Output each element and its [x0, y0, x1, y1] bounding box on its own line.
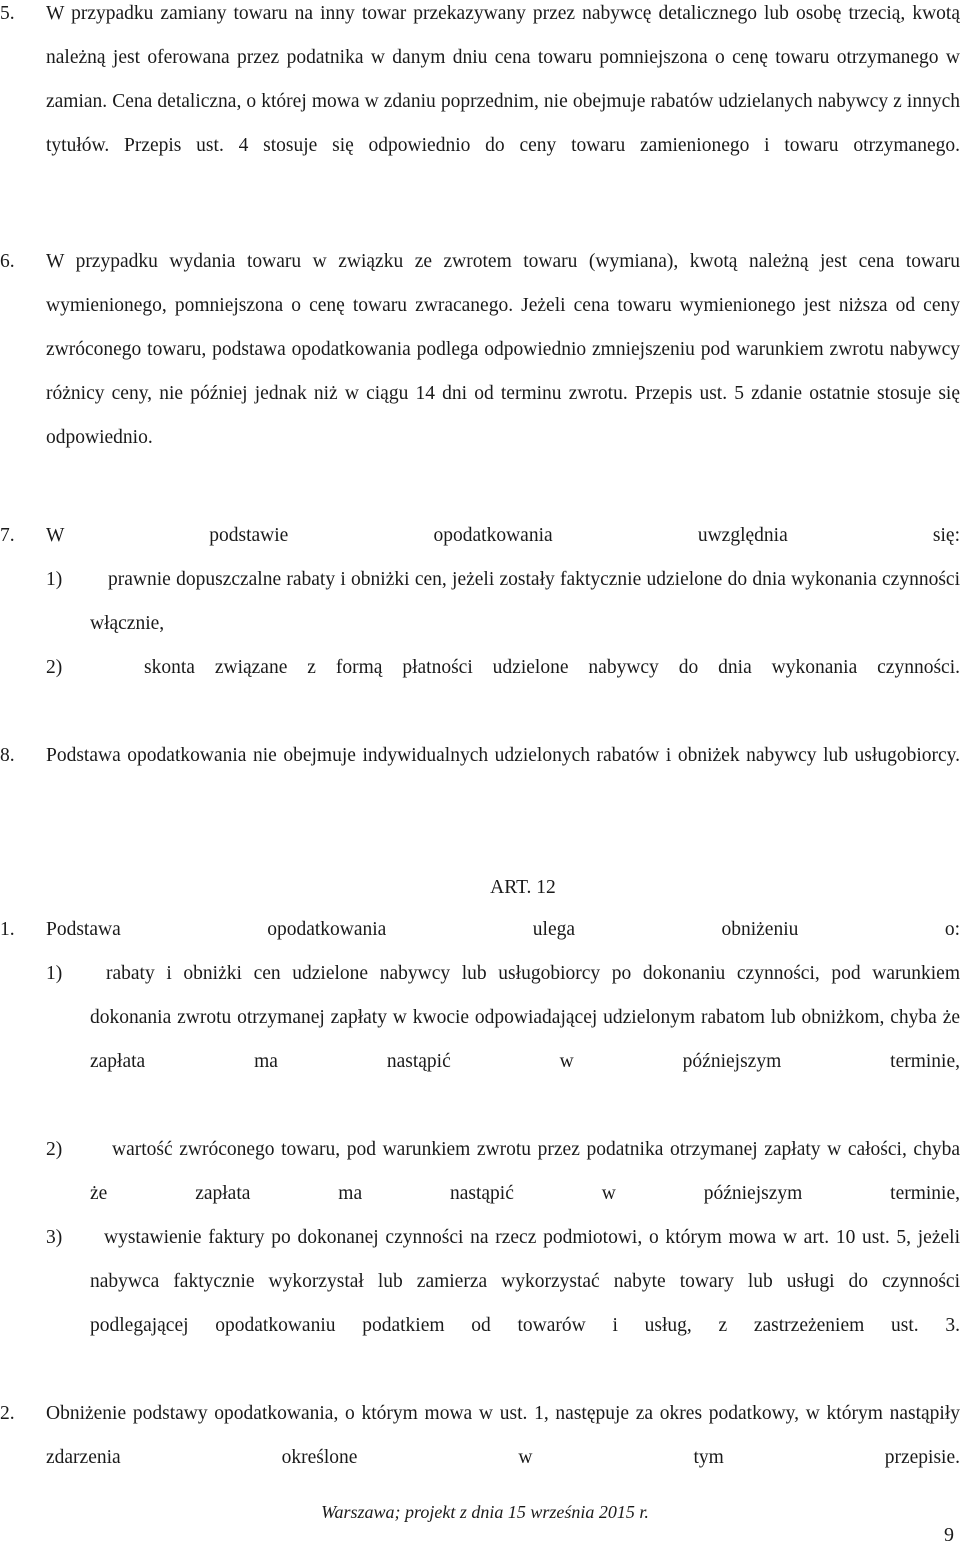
- article-heading: ART. 12: [490, 877, 556, 898]
- paragraph-number: 6.: [0, 251, 15, 272]
- item-text: wartość zwróconego towaru, pod warunkiem zwrotu przez podatnika otrzymanej zapłaty w całości, chyba że zapłata ma nastąpić w późniejszym terminie,: [90, 1139, 960, 1204]
- list-item: [46, 952, 960, 1128]
- item-text: rabaty i obniżki cen udzielone nabywcy lub usługobiorcy po dokonaniu czynności, pod warunkiem dokonania zwrotu otrzymanej zapłaty w kwocie odpowiadającej udzielonym rabatom lub obniżkom, chyba że zapłata ma nastąpić w późniejszym terminie,: [90, 963, 960, 1072]
- paragraph-number: 2.: [0, 1403, 15, 1424]
- paragraph-text: Podstawa opodatkowania nie obejmuje indywidualnych udzielonych rabatów i obniżek nabywcy lub usługobiorcy.: [46, 745, 960, 766]
- list-item: [46, 1216, 960, 1392]
- footer-text: Warszawa; projekt z dnia 15 września 2015 r.: [321, 1502, 649, 1522]
- paragraph-number: 1.: [0, 919, 15, 940]
- item-text: skonta związane z formą płatności udzielone nabywcy do dnia wykonania czynności.: [144, 657, 960, 678]
- paragraph-number: 8.: [0, 745, 15, 766]
- paragraph-number: 7.: [0, 525, 15, 546]
- paragraph-text: Obniżenie podstawy opodatkowania, o którym mowa w ust. 1, następuje za okres podatkowy, w którym nastąpiły zdarzenia określone w tym przepisie.: [46, 1403, 960, 1468]
- paragraph-text: W przypadku zamiany towaru na inny towar przekazywany przez nabywcę detalicznego lub osobę trzecią, kwotą należną jest oferowana przez podatnika w danym dniu cena towaru pomniejszona o cenę towaru otrzymanego w zamian. Cena detaliczna, o której mowa w zdaniu poprzednim, nie obejmuje rabatów udzielanych nabywcy z innych tytułów. Przepis ust. 4 stosuje się odpowiednio do ceny towaru zamienionego i towaru otrzymanego.: [46, 3, 960, 156]
- paragraph-text: W podstawie opodatkowania uwzględnia się:: [46, 525, 960, 546]
- paragraph-number: 5.: [0, 3, 15, 24]
- item-number: 1): [46, 569, 63, 590]
- item-text: prawnie dopuszczalne rabaty i obniżki cen, jeżeli zostały faktycznie udzielone do dnia wykonania czynności włącznie,: [90, 569, 960, 634]
- item-text: wystawienie faktury po dokonanej czynności na rzecz podmiotowi, o którym mowa w art. 10 ust. 5, jeżeli nabywca faktycznie wykorzystał lub zamierza wykorzystać nabyte towary lub usługi do czynności podlegającej opodatkowaniu podatkiem od towarów i usług, z zastrzeżeniem ust. 3.: [90, 1227, 960, 1336]
- paragraph-text: Podstawa opodatkowania ulega obniżeniu o:: [46, 919, 960, 940]
- paragraph-8: [0, 734, 960, 822]
- item-number: 2): [46, 1139, 63, 1160]
- list-item: [46, 646, 960, 734]
- page-number: 9: [944, 1524, 954, 1546]
- item-number: 2): [46, 657, 63, 678]
- paragraph-5: [0, 0, 960, 212]
- paragraph-text: W przypadku wydania towaru w związku ze zwrotem towaru (wymiana), kwotą należną jest cena towaru wymienionego, pomniejszona o cenę towaru zwracanego. Jeżeli cena towaru wymienionego jest niższa od ceny zwróconego towaru, podstawa opodatkowania podlega odpowiednio zmniejszeniu pod warunkiem zwrotu nabywcy różnicy ceny, nie później jednak niż w ciągu 14 dni od terminu zwrotu. Przepis ust. 5 zdanie ostatnie stosuje się odpowiednio.: [46, 251, 960, 448]
- paragraph-6: [0, 240, 960, 504]
- item-number: 1): [46, 963, 63, 984]
- item-number: 3): [46, 1227, 63, 1248]
